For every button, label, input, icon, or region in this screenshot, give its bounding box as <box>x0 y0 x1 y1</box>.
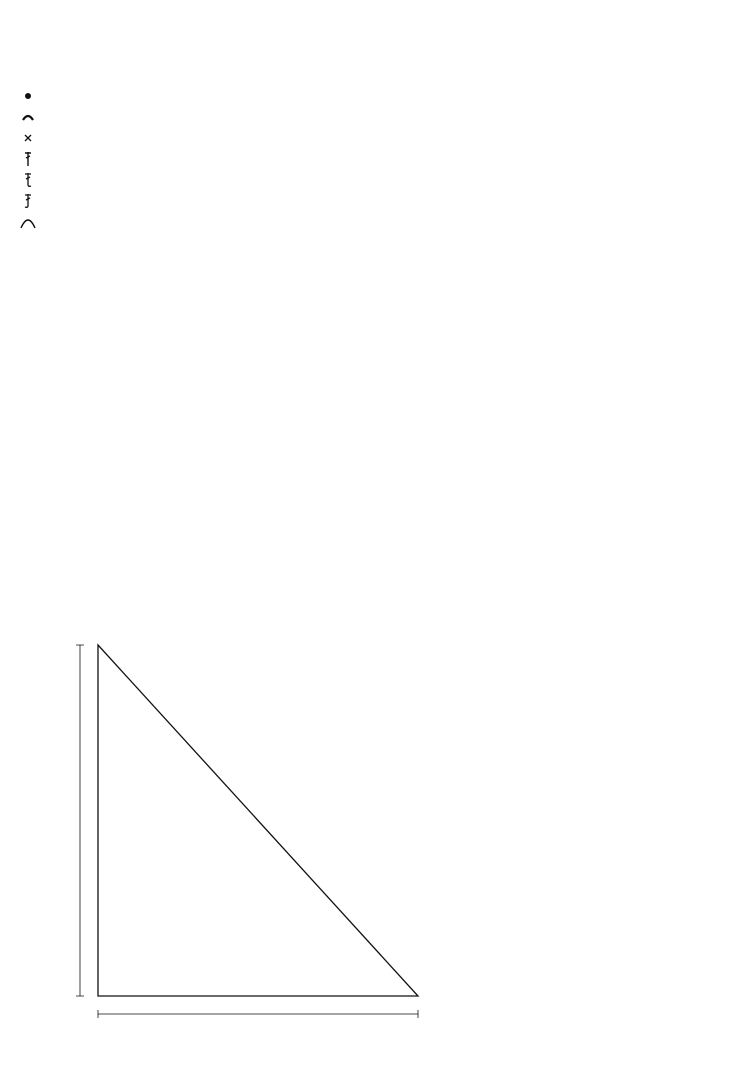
pattern-triangle <box>76 645 418 1018</box>
